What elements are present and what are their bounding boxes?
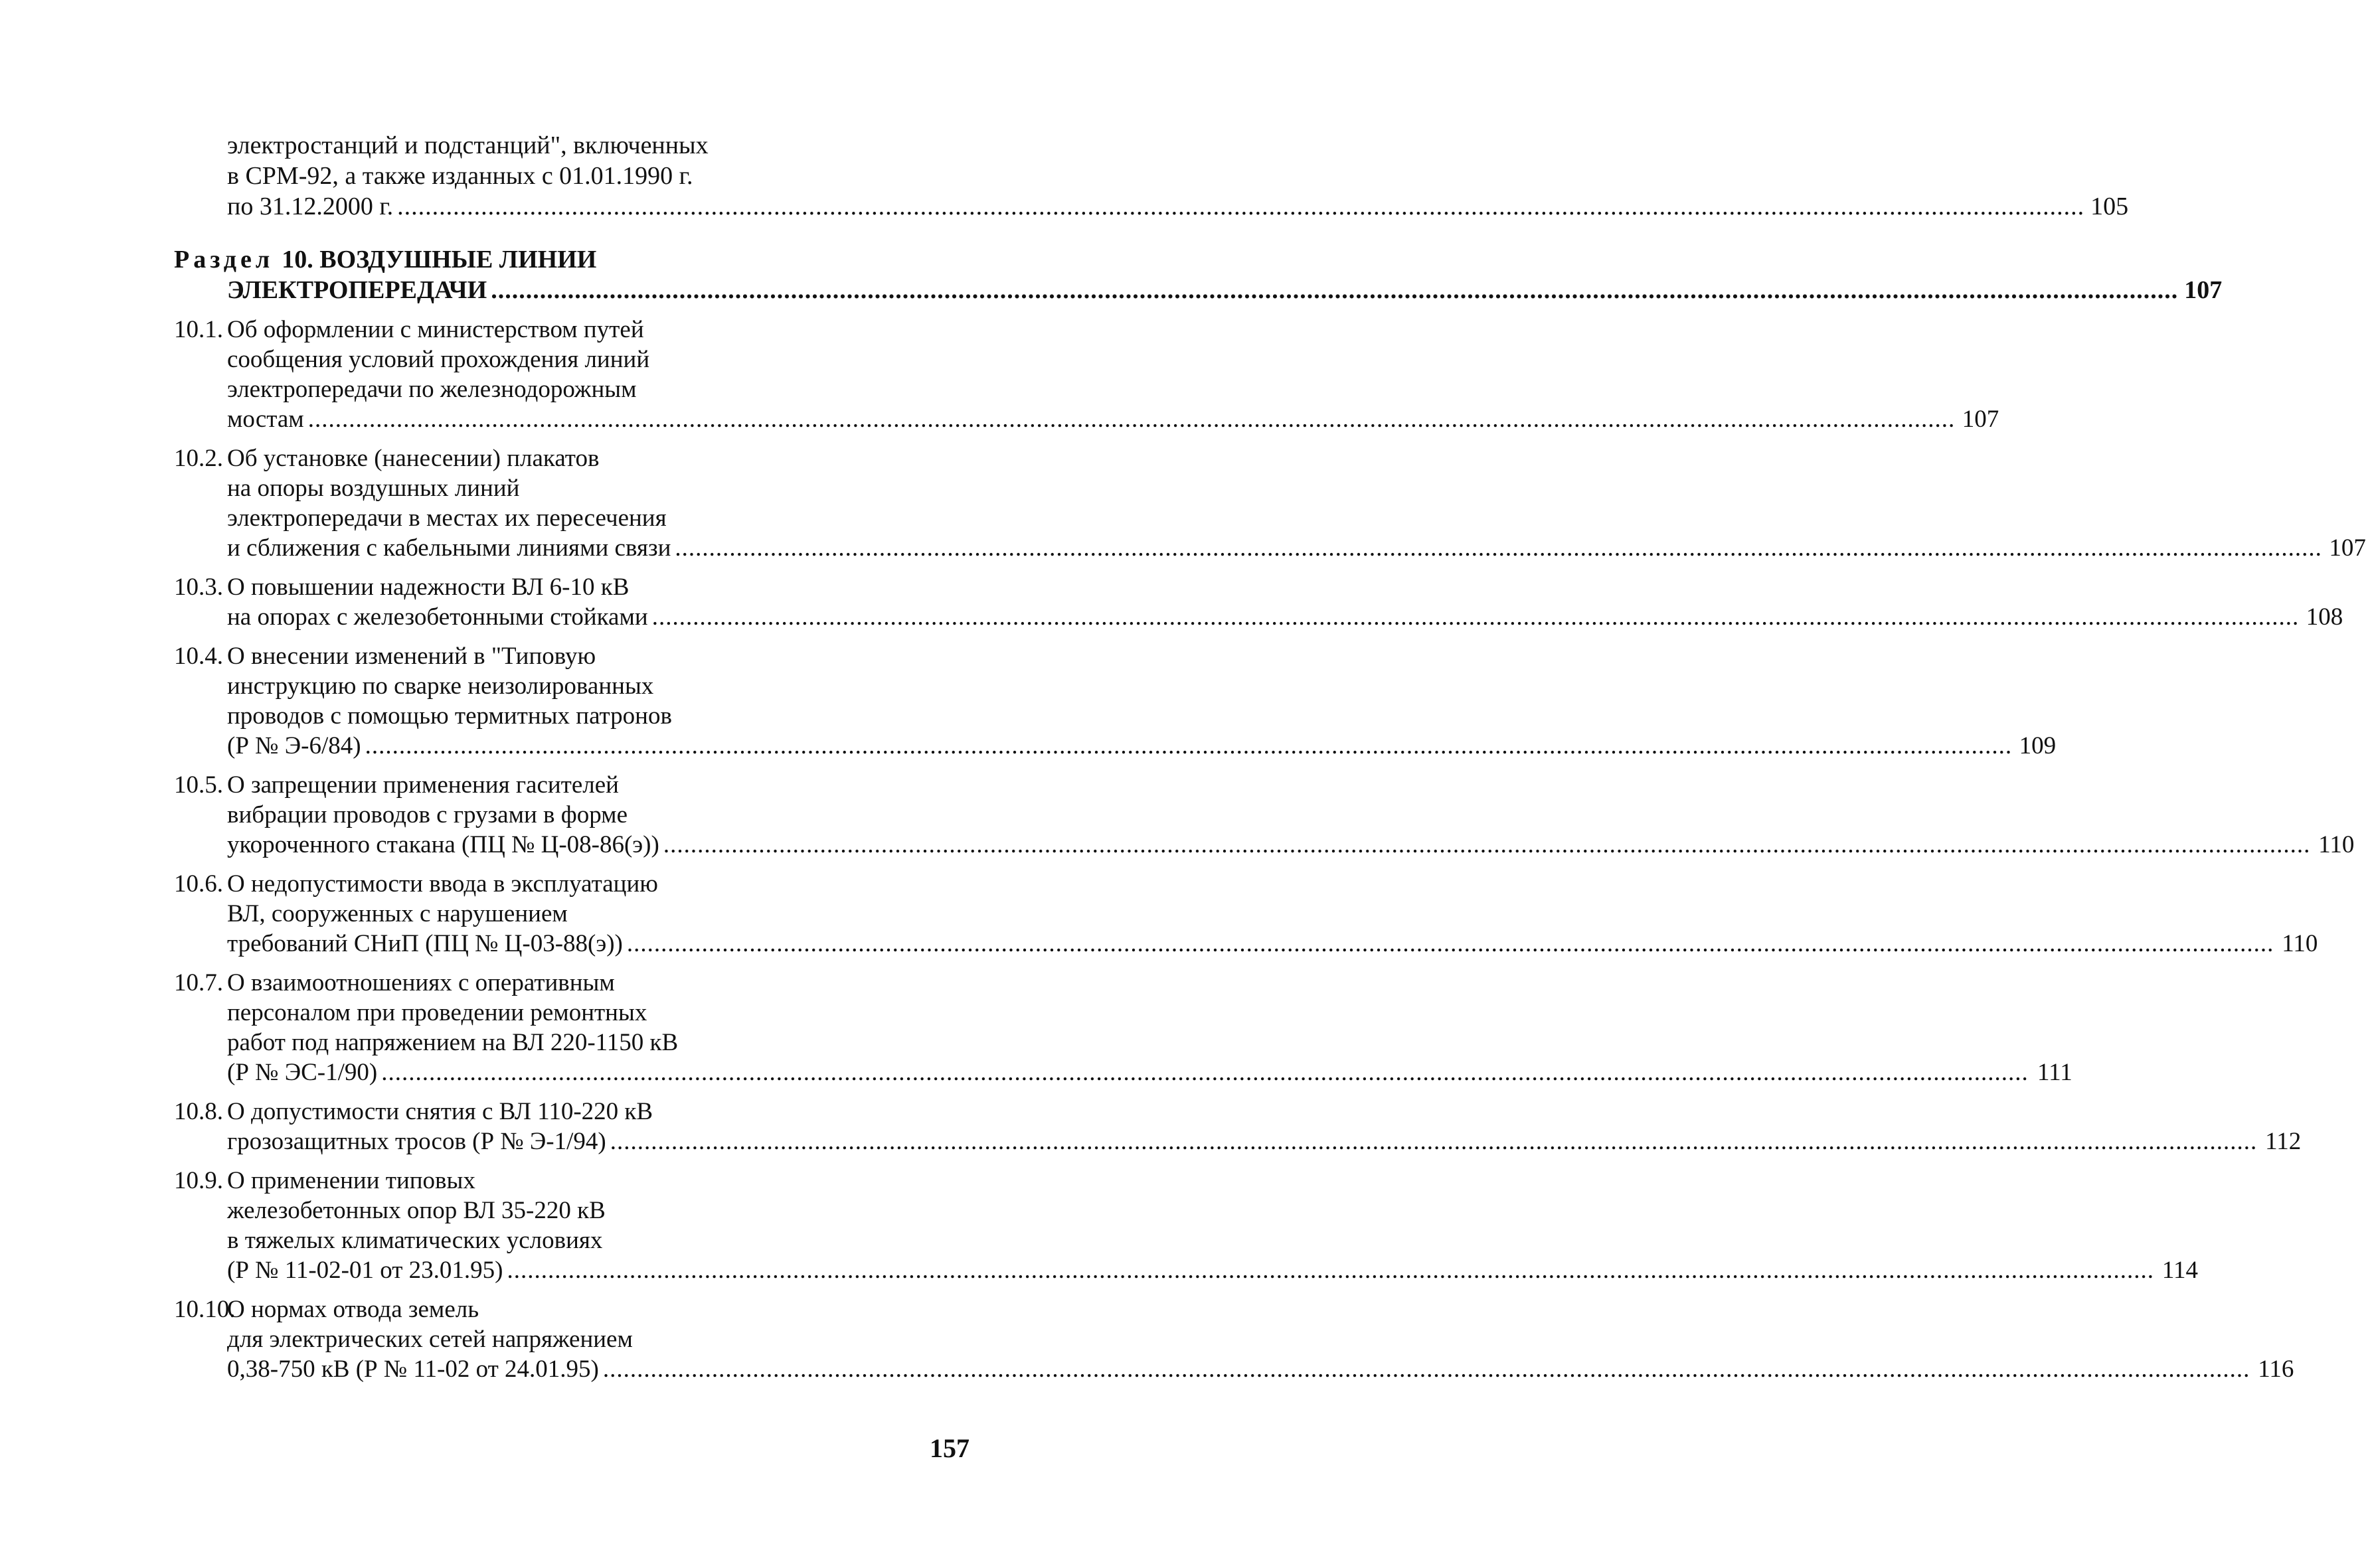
- toc-entry: [174, 770, 2355, 860]
- toc-text-line: по 31.12.2000 г.: [227, 193, 394, 220]
- toc-leader-line: [227, 602, 2343, 632]
- dot-leader: [507, 1255, 2154, 1285]
- toc-page-ref: 110: [2282, 930, 2318, 957]
- toc-entry-number: 10.5.: [174, 771, 223, 799]
- toc-text-line: сообщения условий прохождения линий: [227, 346, 650, 373]
- toc-entry-body: [227, 641, 2056, 761]
- section-title-line: ЭЛЕКТРОПЕРЕДАЧИ: [227, 276, 487, 304]
- toc-entry-row: [174, 1294, 2294, 1384]
- toc-page-ref: 107: [1962, 406, 1999, 433]
- toc-text-line: вибрации проводов с грузами в форме: [227, 801, 628, 828]
- toc-entry-number: 10.9.: [174, 1167, 223, 1194]
- toc-entry: [174, 869, 2318, 959]
- toc-text-line: мостам: [227, 406, 304, 433]
- toc-leader-line: [227, 533, 2366, 563]
- toc-page-ref: 116: [2258, 1356, 2294, 1383]
- toc-text-line: персоналом при проведении ремонтных: [227, 999, 647, 1026]
- toc-text-line: О взаимоотношениях с оперативным: [227, 969, 615, 996]
- toc-text-line: О допустимости снятия с ВЛ 110-220 кВ: [227, 1098, 653, 1125]
- toc-text-line: электропередачи в местах их пересечения: [227, 505, 667, 532]
- toc-leader-line: [227, 929, 2318, 959]
- toc-text-line: 0,38-750 кВ (Р № 11-02 от 24.01.95): [227, 1356, 599, 1383]
- dot-leader: [381, 1058, 2029, 1087]
- toc-text-line: на опоры воздушных линий: [227, 475, 520, 502]
- toc-text-line: проводов с помощью термитных патронов: [227, 702, 672, 730]
- toc-page-ref: 107: [2329, 534, 2366, 562]
- toc-leader-line: [227, 191, 2129, 222]
- section-heading-line: [174, 244, 888, 275]
- toc-text-line: О применении типовых: [227, 1167, 475, 1194]
- toc-entry: [174, 1166, 2198, 1285]
- toc-leader-line: [227, 1058, 2072, 1087]
- toc-entry-row: [174, 968, 2072, 1087]
- toc-entry-number: 10.8.: [174, 1098, 223, 1125]
- toc-entry-row: [174, 770, 2355, 860]
- toc-entry-body: [227, 770, 2354, 860]
- section-label: Раздел: [174, 246, 274, 274]
- table-of-contents: [174, 130, 2366, 1384]
- dot-leader: [627, 929, 2274, 959]
- toc-entry-number: 10.6.: [174, 870, 223, 898]
- toc-text-line: О повышении надежности ВЛ 6-10 кВ: [227, 574, 630, 601]
- toc-entry: [174, 968, 2072, 1087]
- toc-text-line: грозозащитных тросов (Р № Э-1/94): [227, 1128, 606, 1155]
- toc-text-line: (Р № 11-02-01 от 23.01.95): [227, 1257, 503, 1284]
- toc-entry-body: [227, 968, 2072, 1087]
- toc-text-line: и сближения с кабельными линиями связи: [227, 534, 671, 562]
- toc-text-line: О внесении изменений в "Типовую: [227, 643, 596, 670]
- toc-entry-number: 10.7.: [174, 969, 223, 996]
- toc-text-line: инструкцию по сварке неизолированных: [227, 672, 654, 700]
- toc-entry-row: [174, 1097, 2302, 1156]
- toc-entry-row: [174, 443, 2366, 563]
- toc-page-ref: 107: [2184, 276, 2223, 304]
- toc-leader-line: [227, 731, 2056, 761]
- dot-leader: [610, 1127, 2258, 1156]
- toc-entry-body: [227, 1294, 2294, 1384]
- toc-entry: [174, 315, 1999, 434]
- toc-entry: [174, 641, 2057, 761]
- toc-text-line: Об установке (нанесении) плакатов: [227, 445, 600, 472]
- toc-leader-line: [227, 404, 1999, 434]
- toc-page-ref: 111: [2037, 1059, 2072, 1086]
- toc-entry-number: 10.10.: [174, 1296, 236, 1323]
- toc-text-line: электростанций и подстанций", включенных: [227, 131, 709, 159]
- toc-text-line: О запрещении применения гасителей: [227, 771, 619, 799]
- toc-leader-line: [227, 830, 2354, 860]
- toc-entry-row: [174, 315, 1999, 434]
- toc-text-line: О недопустимости ввода в эксплуатацию: [227, 870, 658, 898]
- toc-entry: [174, 1097, 2302, 1156]
- toc-entry-number: 10.2.: [174, 445, 223, 472]
- toc-entry-number: 10.4.: [174, 643, 223, 670]
- dot-leader: [308, 404, 1956, 434]
- toc-entries: [174, 315, 2366, 1384]
- toc-entry-number: 10.3.: [174, 574, 223, 601]
- toc-text-line: (Р № Э-6/84): [227, 732, 361, 759]
- toc-entry-body: [227, 443, 2366, 563]
- toc-text-line: на опорах с железобетонными стойками: [227, 603, 648, 631]
- toc-entry: [174, 443, 2366, 563]
- toc-text-line: для электрических сетей напряжением: [227, 1326, 633, 1353]
- toc-entry: [174, 572, 2343, 632]
- toc-entry-row: [174, 641, 2057, 761]
- toc-text-line: железобетонных опор ВЛ 35-220 кВ: [227, 1197, 606, 1224]
- page-number: 157: [930, 1433, 970, 1463]
- toc-text-line: в СРМ-92, а также изданных с 01.01.1990 г.: [227, 162, 693, 190]
- dot-leader: [663, 830, 2311, 860]
- toc-page-ref: 108: [2306, 603, 2343, 631]
- toc-text-line: Об оформлении с министерством путей: [227, 316, 644, 343]
- toc-text-line: работ под напряжением на ВЛ 220-1150 кВ: [227, 1029, 679, 1056]
- toc-text-line: ВЛ, сооруженных с нарушением: [227, 900, 568, 927]
- dot-leader: [675, 533, 2322, 563]
- toc-entry-body: [227, 1166, 2198, 1285]
- toc-entry: [174, 1294, 2294, 1384]
- toc-entry-number: 10.1.: [174, 316, 223, 343]
- toc-text-line: (Р № ЭС-1/90): [227, 1059, 378, 1086]
- section-heading: [174, 244, 2223, 305]
- toc-entry-body: [227, 869, 2318, 959]
- toc-entry-body: [227, 572, 2343, 632]
- toc-text-line: укороченного стакана (ПЦ № Ц-08-86(э)): [227, 831, 659, 858]
- dot-leader: [397, 191, 2084, 222]
- toc-entry-row: [174, 572, 2343, 632]
- section-title-line: 10. ВОЗДУШНЫЕ ЛИНИИ: [282, 246, 597, 274]
- toc-page-ref: 110: [2318, 831, 2355, 858]
- toc-page-ref: 114: [2161, 1257, 2198, 1284]
- toc-entry-row: [174, 869, 2318, 959]
- toc-text-line: требований СНиП (ПЦ № Ц-03-88(э)): [227, 930, 623, 957]
- dot-leader: [491, 275, 2178, 305]
- toc-entry-body: [227, 315, 1999, 434]
- dot-leader: [365, 731, 2013, 761]
- dot-leader: [652, 602, 2300, 632]
- toc-page-ref: 109: [2019, 732, 2057, 759]
- toc-continuation: [227, 130, 2129, 222]
- toc-page-ref: 105: [2090, 193, 2129, 220]
- toc-leader-line: [227, 275, 2223, 305]
- dot-leader: [603, 1354, 2250, 1384]
- toc-entry-body: [227, 1097, 2301, 1156]
- toc-page-ref: 112: [2265, 1128, 2302, 1155]
- toc-entry-row: [174, 1166, 2198, 1285]
- toc-text-line: О нормах отвода земель: [227, 1296, 479, 1323]
- toc-text-line: в тяжелых климатических условиях: [227, 1227, 603, 1254]
- toc-leader-line: [227, 1127, 2301, 1156]
- toc-leader-line: [227, 1255, 2198, 1285]
- toc-leader-line: [227, 1354, 2294, 1384]
- toc-text-line: электропередачи по железнодорожным: [227, 376, 637, 403]
